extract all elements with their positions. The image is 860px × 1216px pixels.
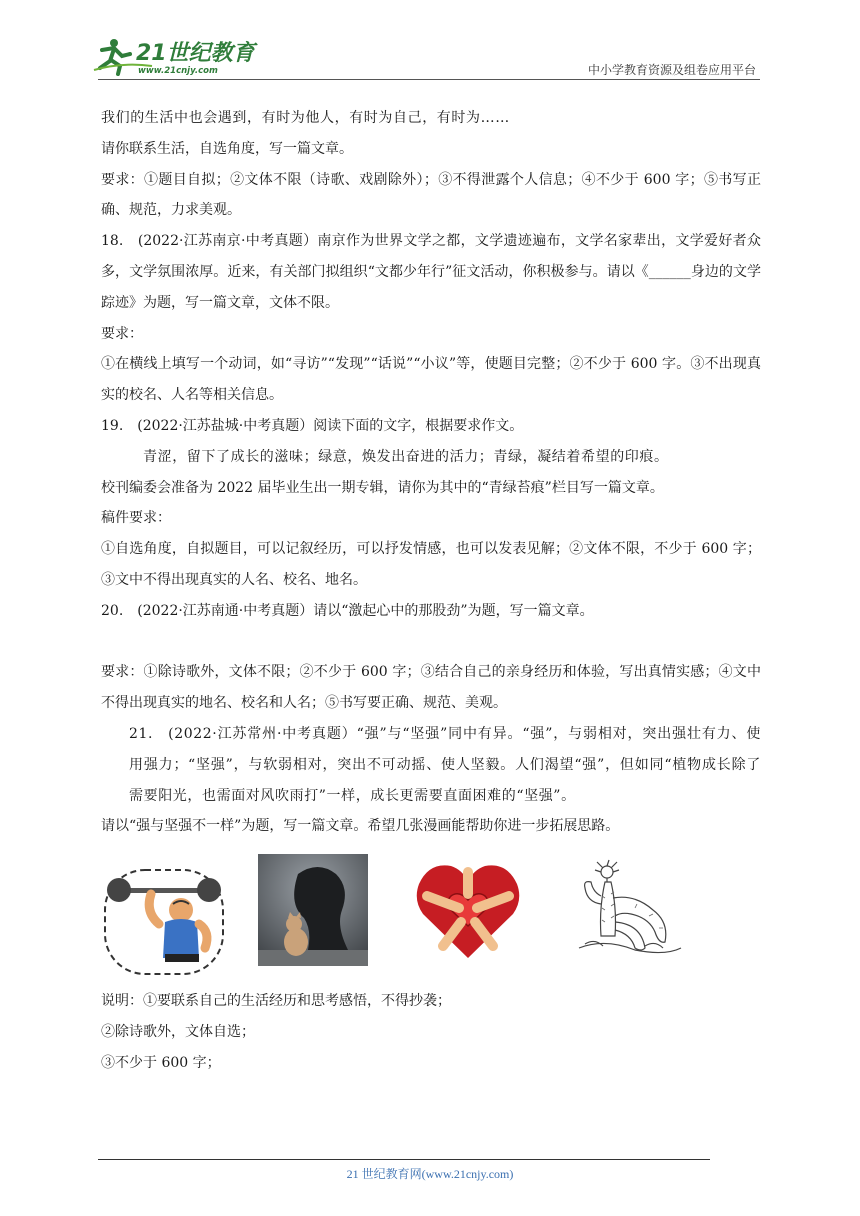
paragraph: ①自选角度，自拟题目，可以记叙经历，可以抒发情感，也可以发表见解；②文体不限，不少于 600 字；③文中不得出现真实的人名、校名、地名。 [101,541,761,588]
cactus-sketch-image [565,858,685,968]
paragraph: 要求： [101,325,143,342]
paragraph: 校刊编委会准备为 2022 届毕业生出一期专辑，请你为其中的“青绿苔痕”栏目写一篇文章。 [101,479,664,496]
note-line: ②除诗歌外，文体自选； [101,1023,255,1040]
paragraph: ①在横线上填写一个动词，如“寻访”“发现”“话说”“小议”等，使题目完整；②不少于 600 字。③不出现真实的校名、人名等相关信息。 [101,356,761,404]
page-header [0,0,860,80]
cat-lion-shadow-image [258,854,368,966]
paragraph: 要求：①除诗歌外，文体不限；②不少于 600 字；③结合自己的亲身经历和体验，写出真情实感；④文中不得出现真实的地名、校名和人名；⑤书写要正确、规范、美观。 [101,664,761,712]
blank-line [101,627,761,658]
strongman-barbell-image [101,862,227,978]
hands-heart-image [413,856,523,966]
footer-divider [98,1159,710,1160]
header-divider [98,79,760,80]
quoted-passage: 青涩，留下了成长的滋味；绿意，焕发出奋进的活力；青绿，凝结着希望的印痕。 [143,448,669,465]
paragraph: 请以“强与坚强不一样”为题，写一篇文章。希望几张漫画能帮助你进一步拓展思路。 [101,818,620,835]
question-18: 18. (2022·江苏南京·中考真题）南京作为世界文学之都，文学遗迹遍布，文学名家辈出，文学爱好者众多，文学氛围浓厚。近来，有关部门拟组织“文都少年行”征文活动，你积极参与。请以《______身边的文学踪迹》为题，写一篇文章，文体不限。 [101,233,761,311]
question-20: 20. (2022·江苏南通·中考真题）请以“激起心中的那股劲”为题，写一篇文章。 [101,602,594,619]
paragraph: 要求：①题目自拟；②文体不限（诗歌、戏剧除外）；③不得泄露个人信息；④不少于 600 字；⑤书写正确、规范，力求美观。 [101,171,761,219]
logo-url: www.21cnjy.com [138,66,218,76]
footer-link[interactable]: 21 世纪教育网(www.21cnjy.com) [346,1167,514,1181]
question-19: 19. (2022·江苏盐城·中考真题）阅读下面的文字，根据要求作文。 [101,417,524,434]
logo-text: 21世纪教育 [136,41,255,66]
paragraph: 稿件要求： [101,510,171,527]
note-line: ③不少于 600 字； [101,1054,221,1071]
header-platform-text: 中小学教育资源及组卷应用平台 [587,63,756,77]
question-21: 21. (2022·江苏常州·中考真题）“强”与“坚强”同中有异。“强”，与弱相对，突出强壮有力、使用强力；“坚强”，与软弱相对，突出不可动摇、使人坚毅。人们渴望“强”，但如同“植物成长除了需要阳光，也需面对风吹雨打”一样，成长更需要直面困难的“坚强”。 [129,725,761,804]
paragraph: 我们的生活中也会遇到，有时为他人，有时为自己，有时为…… [101,110,510,126]
note-line: 说明：①要联系自己的生活经历和思考感悟，不得抄袭； [101,993,451,1010]
document-body [101,103,761,1079]
paragraph: 请你联系生活，自选角度，写一篇文章。 [101,140,353,157]
site-logo [92,36,262,78]
comic-images-row [101,848,761,980]
